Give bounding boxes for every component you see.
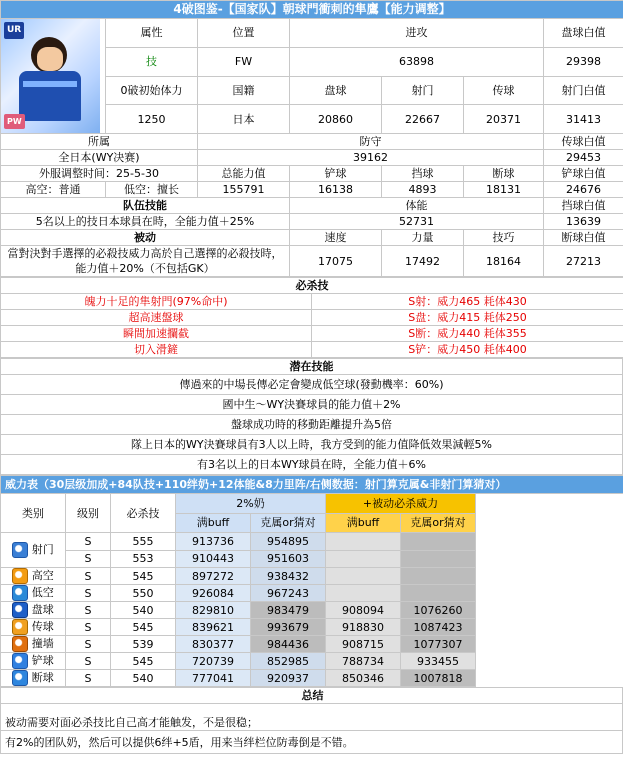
skill-cell: 550 xyxy=(111,585,176,602)
type-cell xyxy=(1,533,66,568)
skill-cell: 545 xyxy=(111,619,176,636)
high-ball-rating: 高空：普通 xyxy=(1,182,106,198)
type-label: 传球 xyxy=(31,620,54,633)
value-pass: 20371 xyxy=(464,105,544,134)
value-pass-base: 29453 xyxy=(544,150,623,166)
label-block-base: 挡球白值 xyxy=(544,198,623,214)
value-block-base: 13639 xyxy=(544,214,623,230)
profile-table xyxy=(0,0,623,277)
player-card-image xyxy=(1,19,100,133)
type-tag: PW xyxy=(4,114,25,129)
type-label: 断球 xyxy=(31,671,54,684)
value-technique: 18164 xyxy=(464,246,544,277)
shot-icon xyxy=(12,542,28,558)
passive-full-cell xyxy=(326,533,401,551)
value-intercept-base: 27213 xyxy=(544,246,623,277)
special-skill-stat: S铲：威力450 耗体400 xyxy=(312,342,623,358)
page-title: 4破图鉴-【国家队】朝球門衝刺的隼鷹【能力调整】 xyxy=(1,1,623,19)
special-skills-table xyxy=(0,277,623,358)
value-strength: 17492 xyxy=(382,246,464,277)
value-initial-stamina: 1250 xyxy=(106,105,198,134)
value-attribute: 技 xyxy=(106,47,198,76)
passive-counter-cell: 1076260 xyxy=(401,602,476,619)
passive-counter-cell xyxy=(401,585,476,602)
skill-cell: 540 xyxy=(111,670,176,687)
passive-full-cell: 908094 xyxy=(326,602,401,619)
value-team-skill: 5名以上的技日本球員在時，全能力值＋25% xyxy=(1,214,290,230)
passive-full-cell: 918830 xyxy=(326,619,401,636)
value-defense: 39162 xyxy=(198,150,544,166)
counter-cell: 938432 xyxy=(251,568,326,585)
full-buff-cell: 720739 xyxy=(176,653,251,670)
passive-counter-cell xyxy=(401,533,476,551)
summary-line: 被动需要对面必杀技比自己高才能触发，不是很稳； xyxy=(1,704,623,731)
pass-icon xyxy=(12,619,28,635)
full-buff-cell: 829810 xyxy=(176,602,251,619)
value-shoot: 22667 xyxy=(382,105,464,134)
group-team-heal: 2%奶 xyxy=(176,494,326,514)
full-buff-cell: 777041 xyxy=(176,670,251,687)
value-nationality: 日本 xyxy=(198,105,290,134)
rarity-badge: UR xyxy=(4,22,24,39)
potential-skill-item: 國中生～WY決賽球員的能力值＋2% xyxy=(1,395,623,415)
full-buff-cell: 910443 xyxy=(176,550,251,568)
special-skill-name: 瞬間加速攔截 xyxy=(1,326,312,342)
special-skill-stat: S盘：威力415 耗体250 xyxy=(312,310,623,326)
type-label: 射门 xyxy=(31,543,54,556)
power-table xyxy=(0,475,623,687)
skill-cell: 555 xyxy=(111,533,176,551)
passive-full-cell: 908715 xyxy=(326,636,401,653)
level-cell: S xyxy=(66,550,111,568)
potential-skills-header: 潜在技能 xyxy=(1,359,623,375)
passive-counter-cell xyxy=(401,550,476,568)
level-cell: S xyxy=(66,653,111,670)
passive-counter-cell: 933455 xyxy=(401,653,476,670)
type-cell xyxy=(1,670,66,687)
value-stamina: 52731 xyxy=(290,214,544,230)
level-cell: S xyxy=(66,568,111,585)
label-dribble-base: 盘球白值 xyxy=(544,19,623,48)
level-cell: S xyxy=(66,619,111,636)
player-jersey xyxy=(19,71,81,121)
special-skill-stat: S断：威力440 耗体355 xyxy=(312,326,623,342)
label-passive: 被动 xyxy=(1,230,290,246)
label-tackle-base: 铲球白值 xyxy=(544,166,623,182)
label-strength: 力量 xyxy=(382,230,464,246)
type-cell xyxy=(1,636,66,653)
potential-skill-item: 盤球成功時的移動距離提升為5倍 xyxy=(1,415,623,435)
special-skill-name: 超高速盤球 xyxy=(1,310,312,326)
type-label: 低空 xyxy=(31,586,54,599)
label-initial-stamina: 0破初始体力 xyxy=(106,76,198,105)
label-pass: 传球 xyxy=(464,76,544,105)
potential-skill-item: 有3名以上的日本WY球員在時，全能力值＋6% xyxy=(1,455,623,475)
type-label: 撞墙 xyxy=(31,637,54,650)
counter-cell: 984436 xyxy=(251,636,326,653)
type-label: 高空 xyxy=(31,569,54,582)
value-tackle: 16138 xyxy=(290,182,382,198)
special-skill-name: 魄力十足的隼射門(97%命中) xyxy=(1,294,312,310)
potential-skills-table xyxy=(0,358,623,475)
level-cell: S xyxy=(66,636,111,653)
summary-table xyxy=(0,687,623,754)
label-affiliation: 所属 xyxy=(1,134,198,150)
label-intercept-base: 断球白值 xyxy=(544,230,623,246)
counter-cell: 983479 xyxy=(251,602,326,619)
card-portrait xyxy=(1,19,106,134)
special-skill-name: 切入滑鏟 xyxy=(1,342,312,358)
value-dribble: 20860 xyxy=(290,105,382,134)
type-cell xyxy=(1,568,66,585)
label-defense: 防守 xyxy=(198,134,544,150)
level-cell: S xyxy=(66,533,111,551)
sub-full-buff-2: 满buff xyxy=(326,513,401,533)
type-cell xyxy=(1,602,66,619)
label-tackle: 铲球 xyxy=(290,166,382,182)
label-dribble: 盘球 xyxy=(290,76,382,105)
passive-full-cell: 788734 xyxy=(326,653,401,670)
adjust-date: 外服调整时间：25-5-30 xyxy=(1,166,198,182)
value-position: FW xyxy=(198,47,290,76)
sub-counter: 克属or猜对 xyxy=(251,513,326,533)
summary-line: 有2%的团队奶，然后可以提供6绊+5盾，用来当绊栏位防毒倒是不错。 xyxy=(1,731,623,754)
passive-counter-cell: 1077307 xyxy=(401,636,476,653)
label-pass-base: 传球白值 xyxy=(544,134,623,150)
label-team-skill: 队伍技能 xyxy=(1,198,290,214)
type-label: 铲球 xyxy=(31,654,54,667)
label-block: 挡球 xyxy=(382,166,464,182)
type-cell xyxy=(1,619,66,636)
label-technique: 技巧 xyxy=(464,230,544,246)
value-total-power: 155791 xyxy=(198,182,290,198)
low-ball-rating: 低空：擅长 xyxy=(106,182,198,198)
value-block: 4893 xyxy=(382,182,464,198)
value-intercept: 18131 xyxy=(464,182,544,198)
low-ball-icon xyxy=(12,585,28,601)
sub-full-buff: 满buff xyxy=(176,513,251,533)
full-buff-cell: 913736 xyxy=(176,533,251,551)
skill-cell: 545 xyxy=(111,653,176,670)
passive-counter-cell xyxy=(401,568,476,585)
passive-full-cell: 850346 xyxy=(326,670,401,687)
potential-skill-item: 傳過來的中場長傳必定會變成低空球(發動機率：60%) xyxy=(1,375,623,395)
col-skill: 必杀技 xyxy=(111,494,176,533)
level-cell: S xyxy=(66,602,111,619)
passive-counter-cell: 1087423 xyxy=(401,619,476,636)
counter-cell: 852985 xyxy=(251,653,326,670)
value-shoot-base: 31413 xyxy=(544,105,623,134)
full-buff-cell: 897272 xyxy=(176,568,251,585)
summary-header: 总结 xyxy=(1,688,623,704)
value-dribble-base: 29398 xyxy=(544,47,623,76)
counter-cell: 920937 xyxy=(251,670,326,687)
special-skills-header: 必杀技 xyxy=(1,278,623,294)
label-attribute: 属性 xyxy=(106,19,198,48)
passive-counter-cell: 1007818 xyxy=(401,670,476,687)
counter-cell: 954895 xyxy=(251,533,326,551)
col-level: 级别 xyxy=(66,494,111,533)
value-attack: 63898 xyxy=(290,47,544,76)
skill-cell: 545 xyxy=(111,568,176,585)
label-total-power: 总能力值 xyxy=(198,166,290,182)
value-tackle-base: 24676 xyxy=(544,182,623,198)
intercept-icon xyxy=(12,670,28,686)
counter-cell: 967243 xyxy=(251,585,326,602)
player-face xyxy=(37,47,63,71)
type-cell xyxy=(1,585,66,602)
label-shoot: 射门 xyxy=(382,76,464,105)
value-speed: 17075 xyxy=(290,246,382,277)
level-cell: S xyxy=(66,585,111,602)
block-icon xyxy=(12,636,28,652)
value-affiliation: 全日本(WY决赛) xyxy=(1,150,198,166)
label-intercept: 断球 xyxy=(464,166,544,182)
counter-cell: 951603 xyxy=(251,550,326,568)
type-label: 盘球 xyxy=(31,603,54,616)
potential-skill-item: 隊上日本的WY決賽球員有3人以上時，我方受到的能力值降低效果減輕5% xyxy=(1,435,623,455)
col-type: 类别 xyxy=(1,494,66,533)
full-buff-cell: 830377 xyxy=(176,636,251,653)
tackle-icon xyxy=(12,653,28,669)
value-passive: 當對決對手選擇的必殺技威力高於自己選擇的必殺技時，能力值＋20%（不包括GK） xyxy=(1,246,290,277)
high-ball-icon xyxy=(12,568,28,584)
label-speed: 速度 xyxy=(290,230,382,246)
type-cell xyxy=(1,653,66,670)
passive-full-cell xyxy=(326,568,401,585)
dribble-icon xyxy=(12,602,28,618)
counter-cell: 993679 xyxy=(251,619,326,636)
label-position: 位置 xyxy=(198,19,290,48)
full-buff-cell: 926084 xyxy=(176,585,251,602)
label-shoot-base: 射门白值 xyxy=(544,76,623,105)
power-table-header: 威力表（30层级加成+84队技+110绊奶+12体能&8力里阵/右侧数据：射门算克属&非射门算猜对） xyxy=(1,476,623,494)
level-cell: S xyxy=(66,670,111,687)
group-passive-power: +被动必杀威力 xyxy=(326,494,476,514)
skill-cell: 553 xyxy=(111,550,176,568)
sub-counter-2: 克属or猜对 xyxy=(401,513,476,533)
label-stamina: 体能 xyxy=(290,198,544,214)
blank-space xyxy=(476,494,623,687)
jersey-stripe xyxy=(23,81,77,87)
skill-cell: 539 xyxy=(111,636,176,653)
passive-full-cell xyxy=(326,550,401,568)
special-skill-stat: S射：威力465 耗体430 xyxy=(312,294,623,310)
full-buff-cell: 839621 xyxy=(176,619,251,636)
skill-cell: 540 xyxy=(111,602,176,619)
passive-full-cell xyxy=(326,585,401,602)
label-attack: 进攻 xyxy=(290,19,544,48)
label-nationality: 国籍 xyxy=(198,76,290,105)
